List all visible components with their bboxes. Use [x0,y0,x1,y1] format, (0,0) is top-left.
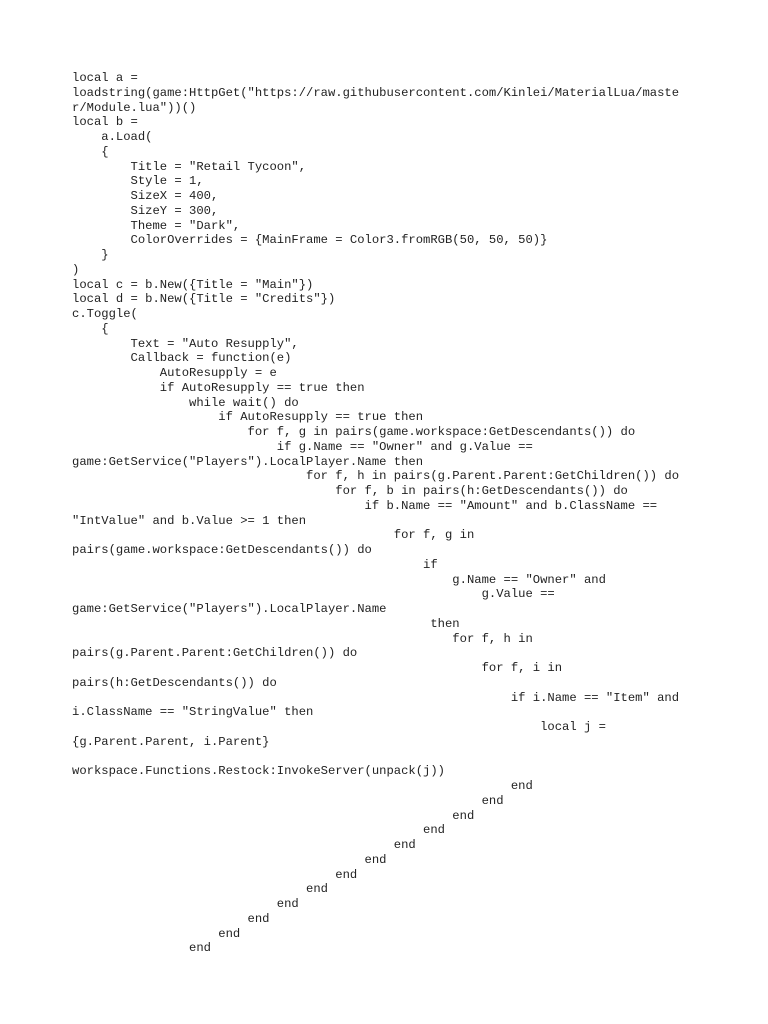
code-line: pairs(h:GetDescendants()) do [72,675,277,690]
code-line: end [72,882,328,897]
code-line: g.Name == "Owner" and [72,572,606,587]
code-line: ) [72,262,80,277]
code-line: ColorOverrides = {MainFrame = Color3.fromRGB(50, 50, 50)} [72,233,548,248]
code-line: end [72,823,445,838]
code-line: for f, b in pairs(h:GetDescendants()) do [72,484,628,498]
code-line: Theme = "Dark", [72,218,241,233]
code-line: AutoResupply = e [72,366,277,380]
code-line: a.Load( [72,130,153,144]
code-line: g.Value == [72,587,555,602]
code-line: {g.Parent.Parent, i.Parent} [72,734,270,749]
code-line: end [72,852,387,867]
code-line: if AutoResupply == true then [72,410,424,425]
code-line: SizeX = 400, [72,189,219,203]
code-line: workspace.Functions.Restock:InvokeServer(unpack(j)) [72,764,445,779]
code-line: for f, g in [72,528,475,543]
code-line: end [72,793,504,808]
code-line: end [72,808,475,823]
code-line: pairs(game.workspace:GetDescendants()) do [72,543,372,557]
code-line: if g.Name == "Owner" and g.Value == [72,439,533,454]
code-line: then [72,616,460,631]
code-line: c.Toggle( [72,307,138,321]
code-line: local d = b.New({Title = "Credits"}) [72,292,336,307]
code-line: game:GetService("Players").LocalPlayer.Name then [72,454,424,469]
code-line: Callback = function(e) [72,351,292,366]
code-line: end [72,911,270,926]
code-line: while wait() do [72,395,299,410]
code-line: { [72,144,109,159]
code-line: end [72,941,211,956]
code-line: "IntValue" and b.Value >= 1 then [72,513,307,528]
code-line: for f, i in [72,661,563,675]
code-line: if AutoResupply == true then [72,380,365,395]
code-line: Style = 1, [72,174,204,189]
code-line: game:GetService("Players").LocalPlayer.Name [72,602,387,616]
code-line: pairs(g.Parent.Parent:GetChildren()) do [72,646,358,661]
code-line: Title = "Retail Tycoon", [72,159,307,174]
code-line: } [72,248,109,262]
code-line: if b.Name == "Amount" and b.ClassName == [72,498,658,513]
code-line: local a = [72,71,138,85]
code-line: SizeY = 300, [72,203,219,218]
code-line: Text = "Auto Resupply", [72,336,299,351]
code-line: if i.Name == "Item" and [72,690,680,705]
code-line: { [72,321,109,336]
code-line: for f, h in [72,631,533,646]
code-line: end [72,779,533,793]
code-line: if [72,557,438,572]
code-line: end [72,838,416,852]
code-line: local j = [72,720,606,734]
code-line: for f, g in pairs(game.workspace:GetDescendants()) do [72,425,636,439]
code-line [72,750,712,765]
code-line: end [72,867,358,882]
code-line: loadstring(game:HttpGet("https://raw.githubusercontent.com/Kinlei/MaterialLua/maste [72,85,680,100]
code-line: for f, h in pairs(g.Parent.Parent:GetChildren()) do [72,469,680,484]
code-line: local b = [72,115,138,130]
code-line: end [72,897,299,911]
code-line: local c = b.New({Title = "Main"}) [72,277,314,292]
code-line: r/Module.lua"))() [72,100,197,115]
code-line: end [72,926,241,941]
code-line: i.ClassName == "StringValue" then [72,705,314,720]
lua-code-listing [72,71,712,956]
